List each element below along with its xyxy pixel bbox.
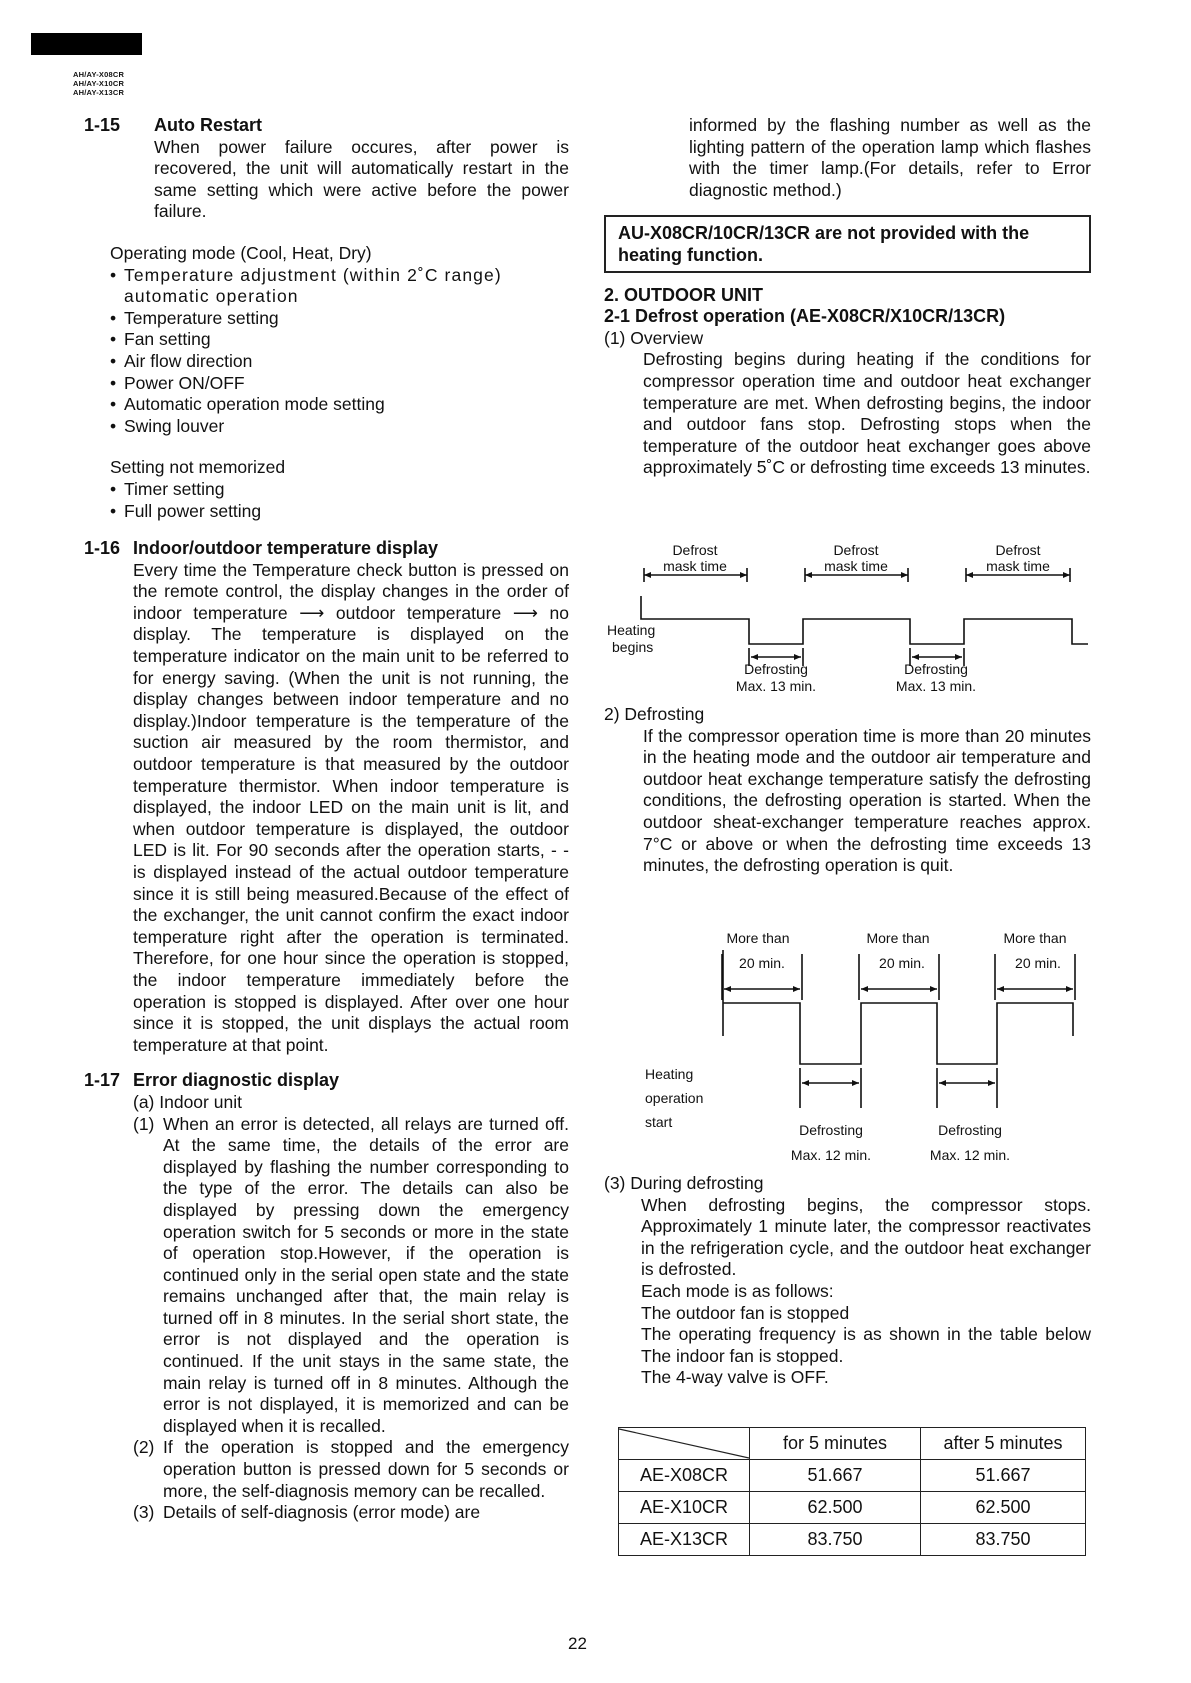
model-line: AH/AY-X13CR — [73, 87, 125, 97]
list-item: • Automatic operation mode setting — [110, 394, 385, 415]
diagram-label: 20 min. — [1015, 955, 1061, 971]
table-header-cell: for 5 minutes — [750, 1428, 921, 1460]
diagram-label: Heating — [607, 622, 656, 638]
diagram-label: mask time — [663, 558, 727, 574]
section-title: Error diagnostic display — [133, 1070, 340, 1091]
table-cell-model: AE-X08CR — [619, 1460, 750, 1492]
during-defrosting-body: When defrosting begins, the compressor stops. Approximately 1 minute later, the compressor reactivates in the refrigeration cycle, and the outdoor heat exchanger is defrosted. Each mode is as follows: The outdoor fan is stopped The operating frequency is as shown in the table below The indoor fan is stopped. The 4-way valve is OFF. — [641, 1194, 1091, 1388]
table-cell: 51.667 — [921, 1460, 1086, 1492]
memorized-list — [84, 265, 569, 438]
diagram-label: More than — [1003, 930, 1067, 946]
during-defrosting-label: (3) During defrosting — [604, 1173, 764, 1193]
list-item: • Temperature setting — [110, 307, 279, 328]
not-memorized-list — [84, 479, 569, 522]
diagram-label: Heating — [645, 1066, 694, 1082]
diagram-label: Max. 13 min. — [895, 678, 977, 694]
diagram-label: More than — [726, 930, 790, 946]
table-row — [619, 1492, 1086, 1524]
list-item: • Timer setting — [110, 478, 225, 499]
defrosting-section — [604, 704, 1091, 877]
table-header-cell: after 5 minutes — [921, 1428, 1086, 1460]
memorized-heading: Operating mode (Cool, Heat, Dry) — [110, 242, 372, 263]
diagram-label: Defrosting — [799, 1122, 863, 1138]
list-item: • Temperature adjustment (within 2˚C range) automatic operation — [110, 264, 502, 307]
outdoor-unit-heading: 2. OUTDOOR UNIT — [604, 284, 764, 305]
defrosting-text: If the compressor operation time is more than 20 minutes in the heating mode and the outdoor air temperature and outdoor heat exchange temperature satisfy the defrosting conditions, the defrosting operation is started. When the outdoor sheat-exchanger temperature reaches approx. 7°C or above or when the defrosting time exceeds 13 minutes, the defrosting operation is quit. — [643, 725, 1091, 876]
subsection-indoor-unit: (a) Indoor unit — [133, 1091, 242, 1112]
model-line: AH/AY-X08CR — [73, 70, 125, 79]
table-cell-model: AE-X10CR — [619, 1492, 750, 1524]
diagram-label: start — [645, 1114, 673, 1130]
table-cell: 51.667 — [750, 1460, 921, 1492]
error-item: (3) Details of self-diagnosis (error mode) are — [133, 1502, 481, 1523]
diagram-label: Defrosting — [938, 1122, 1002, 1138]
defrost-interval-diagram — [640, 926, 1090, 1166]
notice-box: AU-X08CR/10CR/13CR are not provided with the heating function. — [604, 215, 1091, 272]
overview-label: (1) Overview — [604, 327, 704, 348]
diagram-label: Max. 13 min. — [735, 678, 817, 694]
diagonal-line — [619, 1428, 749, 1459]
list-item: • Swing louver — [110, 415, 225, 436]
list-item: • Full power setting — [110, 500, 262, 521]
section-body: Every time the Temperature check button is pressed on the remote control, the display changes in the order of indoor temperature ⟶ outdoor temperature ⟶ no display. The temperature is displayed on the temperature indicator on the main unit to be referred to for energy saving. (When the unit is not running, the display changes between indoor temperature and no display.)Indoor temperature is the temperature of the suction air measured by the room thermistor, and outdoor temperature is that measured by the outdoor temperature thermistor. When indoor temperature is displayed, the indoor LED on the main unit is lit, and when outdoor temperature is displayed, the outdoor LED is lit. For 90 seconds after the operation starts, - - is displayed instead of the actual outdoor temperature since it is still being measured.Because of the effect of the exchanger, the unit cannot confirm the exact indoor temperature right after the operation is terminated. Therefore, for one hour since the operation is stopped, the indoor temperature immediately before the operation is stopped is displayed. After over one hour since it is stopped, the unit displays the actual room temperature at that point. — [133, 559, 569, 1055]
diagram-label: Defrost — [833, 542, 879, 558]
table-cell: 62.500 — [750, 1492, 921, 1524]
table-row — [619, 1524, 1086, 1556]
diagram-label: Defrost — [672, 542, 718, 558]
table-cell: 83.750 — [921, 1524, 1086, 1556]
overview-text: Defrosting begins during heating if the conditions for compressor operation time and outdoor heat exchanger temperature are met. When defrosting begins, the indoor and outdoor fans stop. Defrosting stops when the temperature of the outdoor heat exchanger goes above approximately 5˚C or defrosting time exceeds 13 minutes. — [643, 349, 1091, 478]
model-line: AH/AY-X10CR — [73, 78, 125, 88]
table-cell-model: AE-X13CR — [619, 1524, 750, 1556]
during-defrosting-section — [604, 1173, 1091, 1389]
table-corner-cell — [619, 1428, 750, 1460]
table-cell: 83.750 — [750, 1524, 921, 1556]
right-column — [604, 115, 1091, 479]
table-cell: 62.500 — [921, 1492, 1086, 1524]
left-column — [84, 115, 569, 1524]
list-item: • Fan setting — [110, 329, 211, 350]
section-number: 1-17 — [84, 1070, 121, 1091]
table-header-row — [619, 1428, 1086, 1460]
not-memorized-heading: Setting not memorized — [110, 457, 286, 478]
list-item: • Power ON/OFF — [110, 372, 245, 393]
defrost-operation-heading: 2-1 Defrost operation (AE-X08CR/X10CR/13CR) — [604, 306, 1006, 327]
diagram-label: Defrost — [995, 542, 1041, 558]
header-black-bar — [31, 33, 142, 55]
table-row — [619, 1460, 1086, 1492]
diagram-label: Defrosting — [744, 661, 808, 677]
operating-frequency-table — [618, 1427, 1086, 1556]
error-continuation: informed by the flashing number as well as the lighting pattern of the operation lamp which flashes with the timer lamp.(For details, refer to Error diagnostic method.) — [689, 115, 1091, 200]
section-auto-restart — [84, 115, 569, 223]
section-error-diagnostic — [84, 1070, 569, 1523]
list-item: • Air flow direction — [110, 350, 253, 371]
defrosting-label: 2) Defrosting — [604, 704, 705, 724]
section-title: Auto Restart — [154, 115, 263, 135]
page-number: 22 — [568, 1634, 587, 1653]
diagram-label: Max. 12 min. — [790, 1147, 872, 1163]
diagram-label: begins — [612, 639, 654, 655]
diagram-label: Max. 12 min. — [929, 1147, 1011, 1163]
diagram-label: 20 min. — [879, 955, 925, 971]
diagram-label: Defrosting — [904, 661, 968, 677]
model-list — [73, 71, 124, 97]
diagram-label: 20 min. — [739, 955, 785, 971]
section-number: 1-16 — [84, 538, 121, 559]
error-item: (2) If the operation is stopped and the emergency operation button is pressed down for 5 seconds or more, the self-diagnosis memory can be recalled. — [133, 1437, 569, 1501]
section-body: When power failure occures, after power is recovered, the unit will automatically restart in the same setting which were active before the power failure. — [154, 136, 569, 222]
section-temperature-display — [84, 538, 569, 1056]
error-item: (1) When an error is detected, all relays are turned off. At the same time, the details of the error are displayed by flashing the number corresponding to the type of the error. The details can also be displayed by pressing down the emergency operation switch for 5 seconds or more in the state of operation stop.However, if the operation is continued only in the serial open state and the state remains unchanged after that, the main relay is turned off in 8 minutes. In the serial short state, the error is not displayed and the operation is continued. If the unit stays in the same state, the main relay is turned off in 8 minutes. Although the error is not displayed, it is memorized and can be displayed when it is recalled. — [133, 1113, 569, 1436]
section-title: Indoor/outdoor temperature display — [133, 538, 439, 559]
diagram-label: mask time — [824, 558, 888, 574]
defrost-mask-timing-diagram — [604, 540, 1094, 700]
diagram-label: mask time — [986, 558, 1050, 574]
section-number: 1-15 — [84, 115, 121, 135]
diagram-label: More than — [866, 930, 930, 946]
diagram-label: operation — [645, 1090, 704, 1106]
